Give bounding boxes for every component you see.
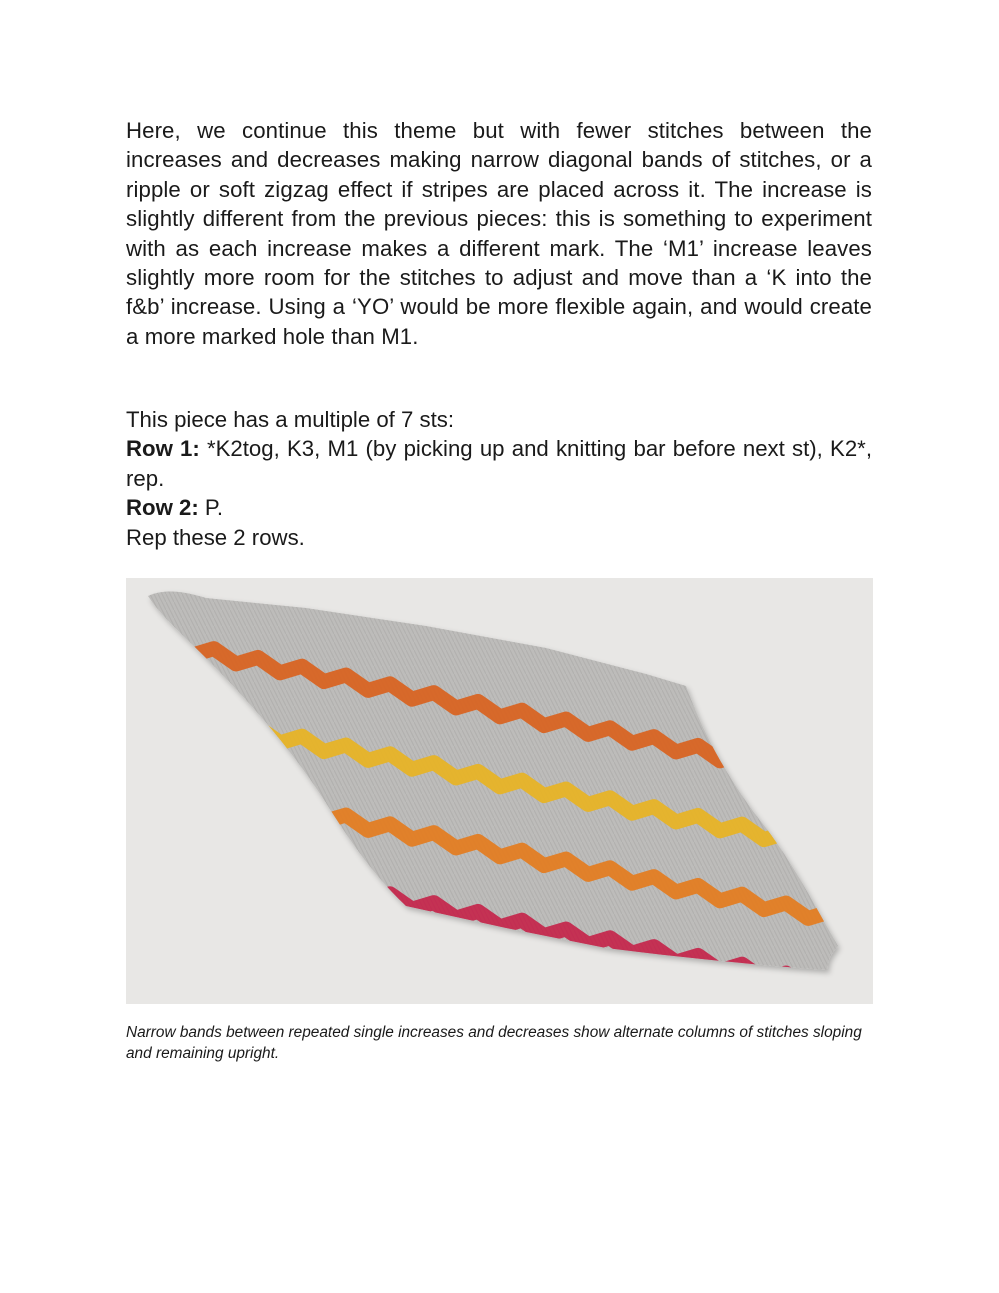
pattern-repeat: Rep these 2 rows. — [126, 524, 305, 550]
row-1-label: Row 1: — [126, 436, 200, 462]
pattern-row-1 — [126, 434, 872, 493]
swatch-fabric — [126, 578, 873, 1004]
pattern-multiple: This piece has a multiple of 7 sts: — [126, 407, 455, 432]
row-1-text: *K2tog, K3, M1 (by picking up and knitting bar before next st), K2*, rep. — [126, 436, 872, 491]
knitted-swatch-illustration — [126, 578, 873, 1004]
pattern-instructions — [126, 405, 872, 552]
photo-caption: Narrow bands between repeated single increases and decreases show alternate columns of stitches sloping and remaining upright. — [126, 1024, 862, 1062]
row-2-label: Row 2: — [126, 495, 199, 521]
row-2-text: P. — [198, 495, 224, 521]
pattern-row-2 — [126, 493, 872, 522]
intro-paragraph: Here, we continue this theme but with fewer stitches between the increases and decreases making narrow diagonal bands of stitches, or a ripple or soft zigzag effect if stripes are placed across it. The increase is slightly different from the previous pieces: this is something to experiment with as each increase makes a different mark. The ‘M1’ increase leaves slightly more room for the stitches to adjust and move than a ‘K into the f&b’ increase. Using a ‘YO’ would be more flexible again, and would create a more marked hole than M1. — [126, 118, 872, 349]
knitted-swatch-photo — [126, 578, 873, 1004]
